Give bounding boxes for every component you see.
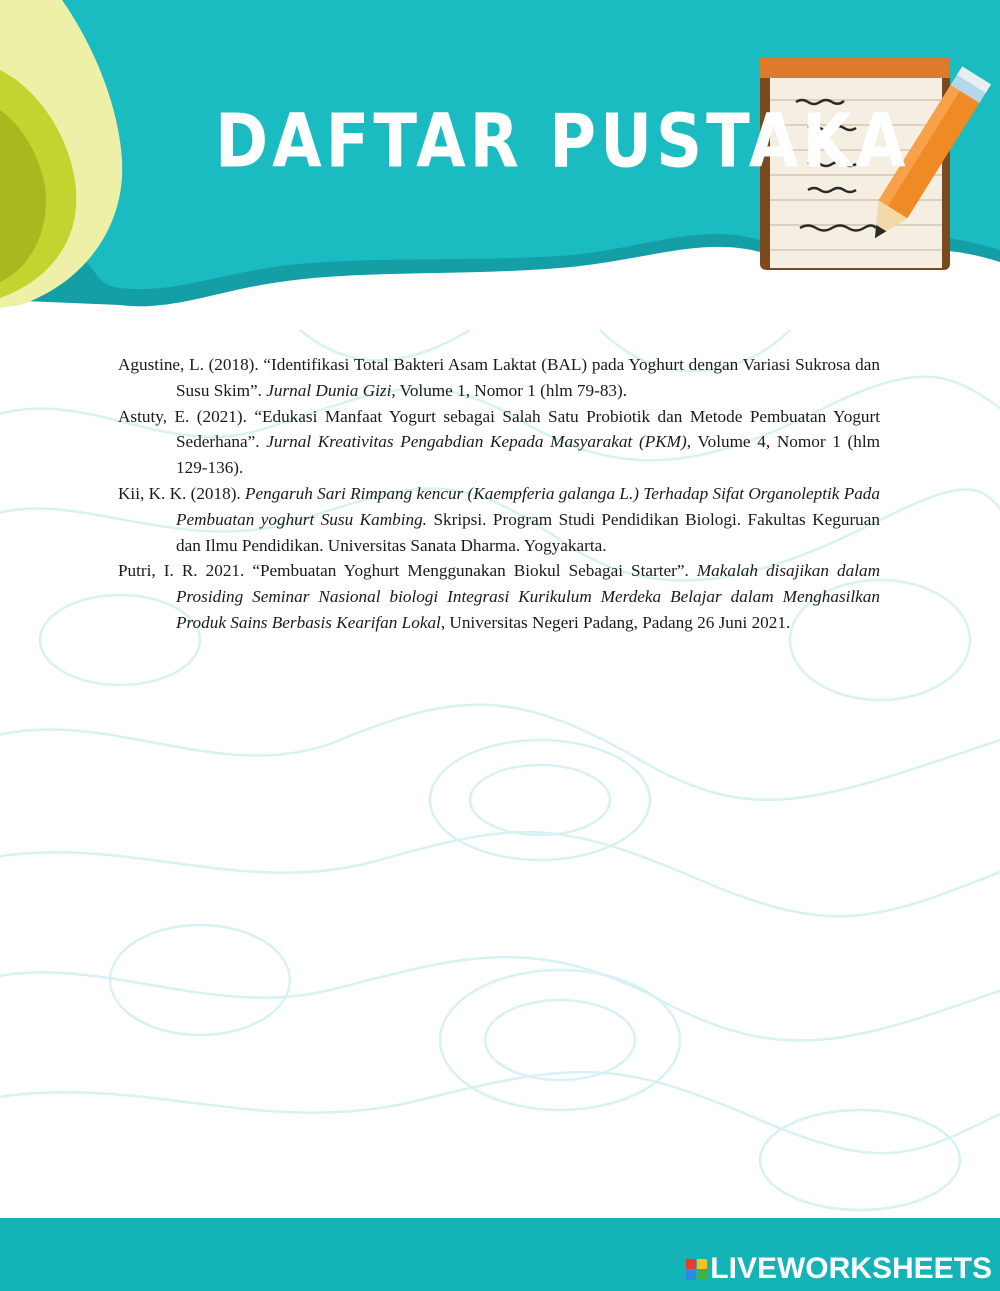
reference-item (118, 481, 880, 558)
reference-item (118, 404, 880, 481)
reference-source-italic: Makalah disajikan dalam Prosiding Seminar Nasional biologi Integrasi Kurikulum Merdeka Belajar dalam Menghasilkan Produk Sains Berbasis Kearifan Lokal (176, 561, 880, 632)
reference-source-italic: Pengaruh Sari Rimpang kencur (Kaempferia galanga L.) Terhadap Sifat Organoleptik Pada Pembuatan yoghurt Susu Kambing. (176, 483, 880, 529)
liveworksheets-logo-icon (686, 1259, 707, 1280)
reference-source-italic: Jurnal Kreativitas Pengabdian Kepada Masyarakat (PKM) (266, 432, 687, 452)
page-title: DAFTAR PUSTAKA (215, 100, 910, 186)
brand-name: LIVEWORKSHEETS (710, 1252, 992, 1285)
reference-list (118, 352, 880, 636)
reference-source-italic: Jurnal Dunia Gizi, (266, 380, 396, 400)
reference-item (118, 352, 880, 404)
liveworksheets-brand[interactable] (686, 1254, 992, 1284)
reference-text-tail: , Volume 4, Nomor 1 (hlm 129-136). (176, 432, 881, 478)
reference-text-tail: Volume 1, Nomor 1 (hlm 79-83). (395, 380, 628, 400)
reference-text: Kii, K. K. (2018). (118, 483, 246, 503)
reference-text: Agustine, L. (2018). “Identifikasi Total Bakteri Asam Laktat (BAL) pada Yoghurt dengan Variasi Sukrosa dan Susu Skim”. (118, 355, 880, 400)
reference-text: Putri, I. R. 2021. “Pembuatan Yoghurt Menggunakan Biokul Sebagai Starter”. (118, 561, 697, 581)
reference-text: Astuty, E. (2021). “Edukasi Manfaat Yogurt sebagai Salah Satu Probiotik dan Metode Pembuatan Yogurt Sederhana”. (118, 406, 880, 452)
reference-text-tail: Skripsi. Program Studi Pendidikan Biologi. Fakultas Keguruan dan Ilmu Pendidikan. Universitas Sanata Dharma. Yogyakarta. (176, 509, 880, 555)
reference-text-tail: , Universitas Negeri Padang, Padang 26 Juni 2021. (440, 612, 791, 632)
reference-item (118, 558, 880, 635)
